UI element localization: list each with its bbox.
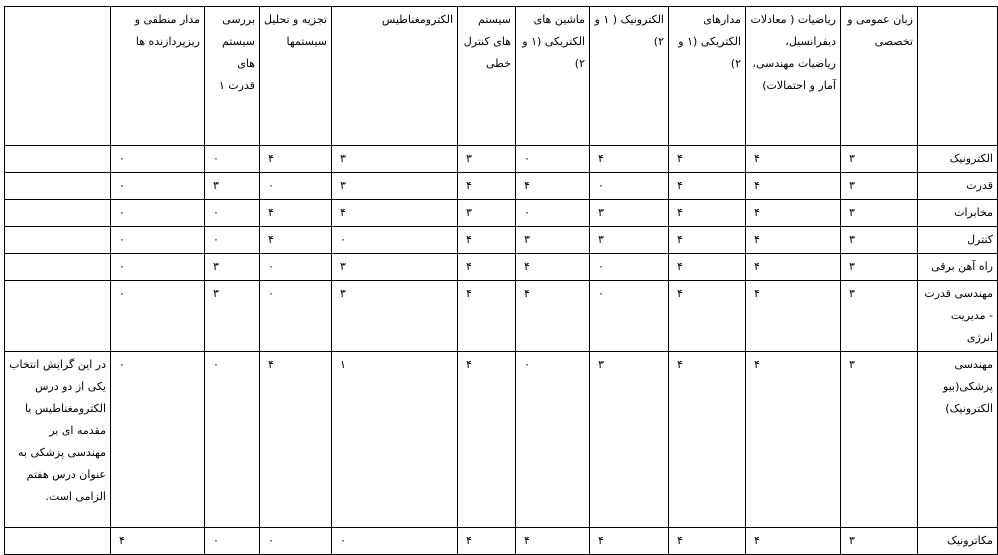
table-cell: ۴ [669, 200, 746, 227]
table-cell: ۴ [746, 146, 841, 173]
table-cell: ۴ [746, 352, 841, 528]
table-cell: ۰ [111, 200, 205, 227]
table-cell: ۳ [516, 227, 590, 254]
table-cell: ۴ [746, 173, 841, 200]
table-cell: ۴ [260, 227, 332, 254]
header-row [5, 7, 998, 146]
table-cell: ۰ [205, 146, 260, 173]
row-name: مخابرات [918, 200, 998, 227]
row-name: قدرت [918, 173, 998, 200]
table-cell: ۴ [458, 352, 516, 528]
note-cell [5, 254, 111, 281]
table-cell: ۳ [841, 528, 918, 555]
table-cell: ۳ [590, 352, 669, 528]
table-cell: ۰ [111, 146, 205, 173]
table-cell: ۰ [590, 173, 669, 200]
table-cell: ۰ [516, 352, 590, 528]
note-cell [5, 200, 111, 227]
table-cell: ۴ [746, 200, 841, 227]
table-cell: ۳ [458, 200, 516, 227]
header-cell-systems-analysis: تجزیه و تحلیل سیستمها [260, 7, 332, 146]
table-cell: ۴ [111, 528, 205, 555]
table-cell: ۳ [841, 146, 918, 173]
row-name: مکاترونیک [918, 528, 998, 555]
header-cell-control-systems: سیستم های کنترل خطی [458, 7, 516, 146]
note-cell [5, 281, 111, 352]
table-cell: ۴ [332, 200, 458, 227]
table-cell: ۴ [669, 528, 746, 555]
row-name: راه آهن برقی [918, 254, 998, 281]
table-cell: ۰ [205, 200, 260, 227]
table-cell: ۴ [458, 281, 516, 352]
table-cell: ۴ [669, 352, 746, 528]
table-cell: ۳ [841, 352, 918, 528]
header-cell-electromagnetics: الکترومغناطیس [332, 7, 458, 146]
row-name: الکترونیک [918, 146, 998, 173]
note-cell [5, 173, 111, 200]
table-cell: ۰ [111, 352, 205, 528]
table-cell: ۰ [260, 528, 332, 555]
table-row [5, 146, 998, 173]
table-cell: ۴ [458, 227, 516, 254]
table-cell: ۴ [260, 200, 332, 227]
table-cell: ۳ [332, 281, 458, 352]
table-cell: ۳ [841, 281, 918, 352]
table-cell: ۴ [669, 227, 746, 254]
table-cell: ۳ [841, 173, 918, 200]
table-cell: ۰ [260, 254, 332, 281]
table-cell: ۰ [111, 254, 205, 281]
row-name: مهندسی پزشکی(بیو الکترونیک) [918, 352, 998, 528]
table-cell: ۳ [332, 173, 458, 200]
row-name: کنترل [918, 227, 998, 254]
table-cell: ۴ [746, 227, 841, 254]
curriculum-table-wrap [4, 6, 998, 555]
table-cell: ۳ [458, 146, 516, 173]
table-row [5, 200, 998, 227]
table-cell: ۰ [332, 227, 458, 254]
table-cell: ۴ [516, 254, 590, 281]
table-cell: ۴ [516, 173, 590, 200]
table-cell: ۴ [746, 254, 841, 281]
table-cell: ۴ [458, 254, 516, 281]
table-cell: ۴ [746, 528, 841, 555]
table-cell: ۰ [260, 173, 332, 200]
table-cell: ۳ [332, 254, 458, 281]
table-cell: ۳ [205, 254, 260, 281]
table-cell: ۳ [205, 281, 260, 352]
table-cell: ۰ [260, 281, 332, 352]
table-cell: ۴ [458, 528, 516, 555]
table-cell: ۴ [260, 352, 332, 528]
header-cell-power-systems: بررسی سیستم های قدرت ۱ [205, 7, 260, 146]
header-cell-notes [5, 7, 111, 146]
note-cell: در این گرایش انتخاب یکی از دو درس الکترومغناطیس یا مقدمه ای بر مهندسی پزشکی به عنوان درس هفتم الزامی است. [5, 352, 111, 528]
table-cell: ۰ [111, 227, 205, 254]
table-cell: ۴ [669, 281, 746, 352]
table-cell: ۴ [590, 146, 669, 173]
table-cell: ۱ [332, 352, 458, 528]
table-cell: ۴ [260, 146, 332, 173]
table-cell: ۴ [746, 281, 841, 352]
table-cell: ۳ [841, 227, 918, 254]
header-cell-logic-microprocessors: مدار منطقی و ریزپردازنده ها [111, 7, 205, 146]
table-row [5, 227, 998, 254]
curriculum-table [4, 6, 998, 555]
table-cell: ۳ [205, 173, 260, 200]
note-cell [5, 146, 111, 173]
table-cell: ۳ [590, 227, 669, 254]
table-cell: ۴ [458, 173, 516, 200]
table-cell: ۰ [205, 528, 260, 555]
table-row [5, 528, 998, 555]
header-cell-field [918, 7, 998, 146]
table-cell: ۳ [332, 146, 458, 173]
table-cell: ۰ [205, 352, 260, 528]
table-cell: ۳ [841, 200, 918, 227]
row-name: مهندسی قدرت - مدیریت انرژی [918, 281, 998, 352]
table-cell: ۰ [205, 227, 260, 254]
table-row [5, 281, 998, 352]
table-cell: ۴ [669, 254, 746, 281]
table-cell: ۰ [590, 254, 669, 281]
table-cell: ۴ [516, 528, 590, 555]
table-cell: ۴ [669, 173, 746, 200]
table-cell: ۳ [590, 200, 669, 227]
table-cell: ۳ [841, 254, 918, 281]
table-cell: ۰ [111, 173, 205, 200]
table-cell: ۰ [590, 281, 669, 352]
note-cell [5, 227, 111, 254]
header-cell-machines: ماشین های الکتریکی (۱ و ۲) [516, 7, 590, 146]
table-cell: ۰ [111, 281, 205, 352]
table-row [5, 173, 998, 200]
table-cell: ۰ [516, 200, 590, 227]
table-cell: ۰ [332, 528, 458, 555]
table-cell: ۴ [516, 281, 590, 352]
header-cell-math: ریاضیات ( معادلات دیفرانسیل، ریاضیات مهندسی، آمار و احتمالات) [746, 7, 841, 146]
table-cell: ۴ [590, 528, 669, 555]
table-cell: ۴ [669, 146, 746, 173]
header-cell-circuits: مدارهای الکتریکی (۱ و ۲) [669, 7, 746, 146]
header-cell-electronics: الکترونیک ( ۱ و ۲) [590, 7, 669, 146]
header-cell-language: زبان عمومی و تخصصی [841, 7, 918, 146]
table-row [5, 352, 998, 528]
table-cell: ۰ [516, 146, 590, 173]
table-row [5, 254, 998, 281]
note-cell [5, 528, 111, 555]
